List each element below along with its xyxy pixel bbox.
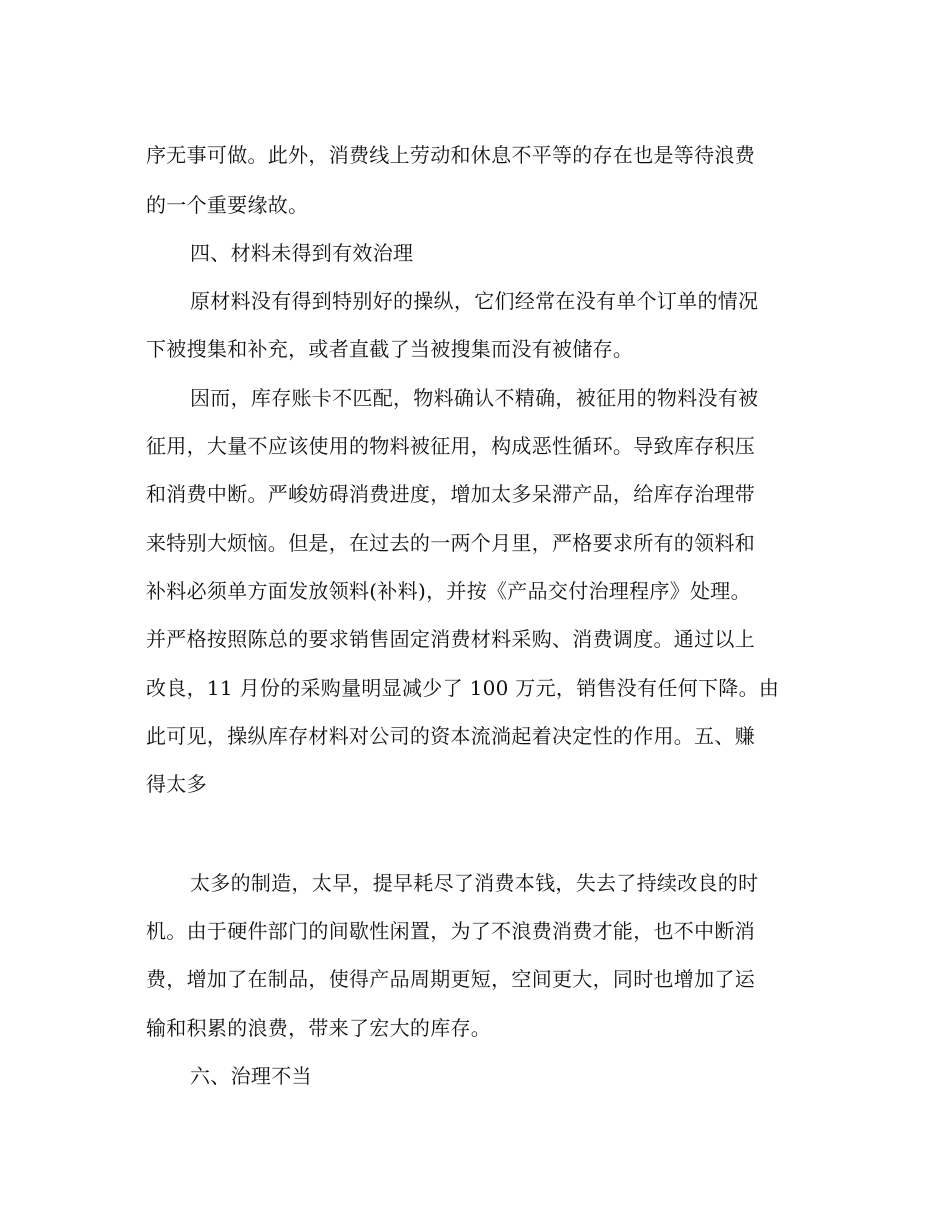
section-heading-4: 四、材料未得到有效治理 xyxy=(190,241,414,265)
text-line: 输和积累的浪费，带来了宏大的库存。 xyxy=(146,1016,492,1040)
text-line: 征用，大量不应该使用的物料被征用，构成恶性循环。导致库存积压 xyxy=(146,434,755,458)
section-heading-6: 六、治理不当 xyxy=(190,1064,312,1088)
text-line: 改良，11 月份的采购量明显减少了 100 万元，销售没有任何下降。由 xyxy=(146,676,780,700)
text-line: 此可见，操纵库存材料对公司的资本流淌起着决定性的作用。五、赚 xyxy=(146,724,755,748)
text-line: 的一个重要缘故。 xyxy=(146,193,309,217)
text-line: 下被搜集和补充，或者直截了当被搜集而没有被储存。 xyxy=(146,337,634,361)
text-line: 序无事可做。此外，消费线上劳动和休息不平等的存在也是等待浪费 xyxy=(146,143,755,167)
text-line: 太多的制造，太早，提早耗尽了消费本钱，失去了持续改良的时 xyxy=(190,871,759,895)
text-line: 因而，库存账卡不匹配，物料确认不精确，被征用的物料没有被 xyxy=(190,386,759,410)
text-line: 机。由于硬件部门的间歇性闲置，为了不浪费消费才能，也不中断消 xyxy=(146,919,755,943)
text-line: 补料必须单方面发放领料(补料)，并按《产品交付治理程序》处理。 xyxy=(146,579,751,603)
text-line: 得太多 xyxy=(146,772,207,796)
text-line: 来特别大烦恼。但是，在过去的一两个月里，严格要求所有的领料和 xyxy=(146,531,755,555)
text-line: 和消费中断。严峻妨碍消费进度，增加太多呆滞产品，给库存治理带 xyxy=(146,482,755,506)
text-line: 费，增加了在制品，使得产品周期更短，空间更大，同时也增加了运 xyxy=(146,967,755,991)
text-line: 原材料没有得到特别好的操纵，它们经常在没有单个订单的情况 xyxy=(190,289,759,313)
text-line: 并严格按照陈总的要求销售固定消费材料采购、消费调度。通过以上 xyxy=(146,627,755,651)
